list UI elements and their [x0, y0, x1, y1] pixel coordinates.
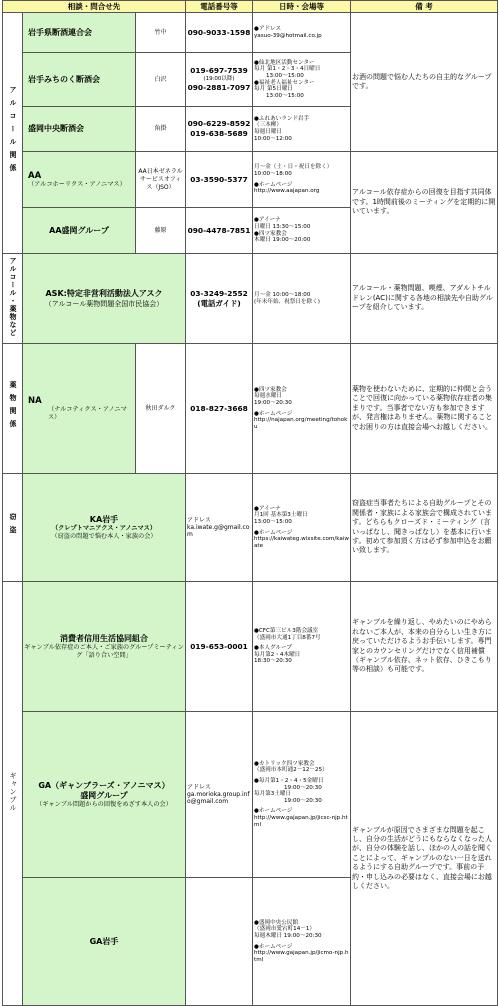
org-name: 岩手みちのく断酒会 [23, 53, 136, 107]
venue-info: ●アドレス yasuo-39@hotmail.co.jp [253, 13, 351, 53]
header-dates: 日時・会場等 [253, 1, 351, 13]
phone-number: 019-697-7539 (19:00以降) 090-2881-7097 [186, 53, 253, 107]
header-row [3, 1, 498, 13]
remarks-ask: アルコール・薬物問題、喫煙、アダルトチルドレン(AC)に関する各地の相談先や自助グループを紹介しています。 [351, 254, 498, 344]
category-theft: 窃盗 [3, 474, 23, 582]
org-name: 消費者信用生活協同組合 ギャンブル依存症のご本人・ご家族のグループミーティング「語り合い空間」 [23, 582, 186, 712]
phone-number-empty [186, 878, 253, 1006]
phone-number: アドレス ka.iwate.g@gmail.com [186, 474, 253, 582]
resource-table [2, 0, 498, 1006]
category-alcohol: アルコール関係 [3, 13, 23, 254]
org-name: 盛岡中央断酒会 [23, 107, 136, 152]
table-row [3, 582, 498, 712]
venue-info: ●四ツ家教会 毎週水曜日 19:00～20:30 ●ホームページ http://najapan.org/meeting/tohoku [253, 344, 351, 474]
phone-number: 019-653-0001 [186, 582, 253, 712]
header-contact: 相談・問合せ先 [3, 1, 186, 13]
category-gamble: ギャンブル [3, 582, 23, 1006]
phone-number: 090-6229-8592 019-638-5689 [186, 107, 253, 152]
remarks-ga: ギャンブルが原因でさまざまな問題を起こし、自分の生活がどうにもならなくなった人が、自分の体験を話し、ほかの人の話を聞くことによって、ギャンブルのない一日を送れるようにする自助グループです。事前の予約・申し込みの必要はなく、直接会場にお越しください。 [351, 712, 498, 1006]
venue-info: ●アイーナ 月1回 基本第3土曜日 13:00～15:00 ●ホームページ https://kaiwateg.wixsite.com/kaiwate [253, 474, 351, 582]
phone-number: アドレス ga.morioka.group.info@gmail.com [186, 712, 253, 878]
venue-info: ●盛岡中央公民館 （盛岡市愛宕町14－1） 毎週木曜日 19:00～20:30 ●ホームページ http://www.gajapan.jp/jicmo-njp.html [253, 878, 351, 1006]
remarks-aa: アルコール依存症からの回復を目指す共同体です。1時間前後のミーティングを定期的に開いています。 [351, 152, 498, 254]
phone-number: 03-3590-5377 [186, 152, 253, 208]
contact-person: 藤原 [136, 208, 186, 254]
table-row [3, 13, 498, 53]
contact-person: 竹中 [136, 13, 186, 53]
phone-number: 018-827-3668 [186, 344, 253, 474]
venue-info: ●CFC第三ビル3階会議室 （盛岡市大通1丁目8番7号 ●本人グループ 毎月第2・4木曜日 18:30～20:30 [253, 582, 351, 712]
org-name: GA（ギャンブラーズ・アノニマス） 盛岡グループ （ギャンブル問題からの回復をめざす本人の会） [23, 712, 186, 878]
org-name: NA （ナルコティクス・アノニマス） [23, 344, 136, 474]
venue-info: ●カトリック四ツ家教会 （盛岡市本町通2－12－25） ●毎月第1・2・4・5金曜日 19:00～20:30 毎月第3土曜日 19:00～20:30 ●ホームページ http://www.gajapan.jp/jicsc-njp.html [253, 712, 351, 878]
phone-number: 03-3249-2552 (電話ガイド) [186, 254, 253, 344]
remarks-shouhisha: ギャンブルを繰り返し、やめたいのにやめられないご本人が、本来の自分らしい生き方に戻っていただけるようお手伝いします。専門家とのカウンセリングだけでなく信用補償（ギャンブル依存、ネット依存、ひきこもり等の相談）も可能です。 [351, 582, 498, 712]
venue-info: ●仙北地区活動センター 毎月 第1・2・3・4日曜日 13:00～15:00 ●福祉老人福祉センター 毎月 第5日曜日 13:00～15:00 [253, 53, 351, 107]
table-row [3, 344, 498, 474]
category-alcohol-drugs: アルコール・薬物など [3, 254, 23, 344]
org-name: AA盛岡グループ [23, 208, 136, 254]
org-name: AA （アルコホーリクス・アノニマス） [23, 152, 136, 208]
table-row [3, 712, 498, 878]
table-row [3, 254, 498, 344]
venue-info: ●ふれあいランド岩手 （三本柳） 毎週日曜日 10:00～12:00 [253, 107, 351, 152]
header-remarks: 備 考 [351, 1, 498, 13]
venue-info: 月～金（土・日・祝日を除く） 10:00～18:00 ●ホームページ http://www.aajapan.org [253, 152, 351, 208]
venue-info: 月～金 10:00～18:00 (年末年始、祝祭日を除く) [253, 254, 351, 344]
table-row [3, 152, 498, 208]
header-phone: 電話番号等 [186, 1, 253, 13]
org-name: 岩手県断酒連合会 [23, 13, 136, 53]
table-row [3, 474, 498, 582]
venue-info: ●アイーナ 日曜日 13:30～15:00 ●四ツ家教会 木曜日 19:00～20:00 [253, 208, 351, 254]
contact-person: 秋田ダルク [136, 344, 186, 474]
contact-person: 角掛 [136, 107, 186, 152]
org-name: KA岩手 （クレプトマニアクス・アノニマス） （窃盗の問題で悩む本人・家族の会） [23, 474, 186, 582]
remarks-alcohol: お酒の問題で悩む人たちの自主的なグループです。 [351, 13, 498, 152]
contact-person: AA日本ゼネラルサービスオフィス（JSO） [136, 152, 186, 208]
phone-number: 090-4478-7851 [186, 208, 253, 254]
org-name: GA岩手 [23, 878, 186, 1006]
remarks-na: 薬物を使わないために、定期的に仲間と会うことで回復に向かっている薬物依存症者の集まりです。当事者でない方も参加できますが、発言権はありません。薬物に関することでお困りの方は直接会場へお越しください。 [351, 344, 498, 474]
org-name: ASK:特定非営利活動法人アスク （アルコール薬物問題全国市民協会） [23, 254, 186, 344]
category-drugs: 薬物関係 [3, 344, 23, 474]
contact-person: 白沢 [136, 53, 186, 107]
remarks-ka: 窃盗症当事者たちによる自助グループとその関係者・家族による家族会で構成されています。どちらもクローズド・ミーティング（言いっぱなし、聞きっぱなし）を基本に行います。初めて参加頂く方は必ず参加申込をお願い致します。 [351, 474, 498, 582]
phone-number: 090-9033-1598 [186, 13, 253, 53]
